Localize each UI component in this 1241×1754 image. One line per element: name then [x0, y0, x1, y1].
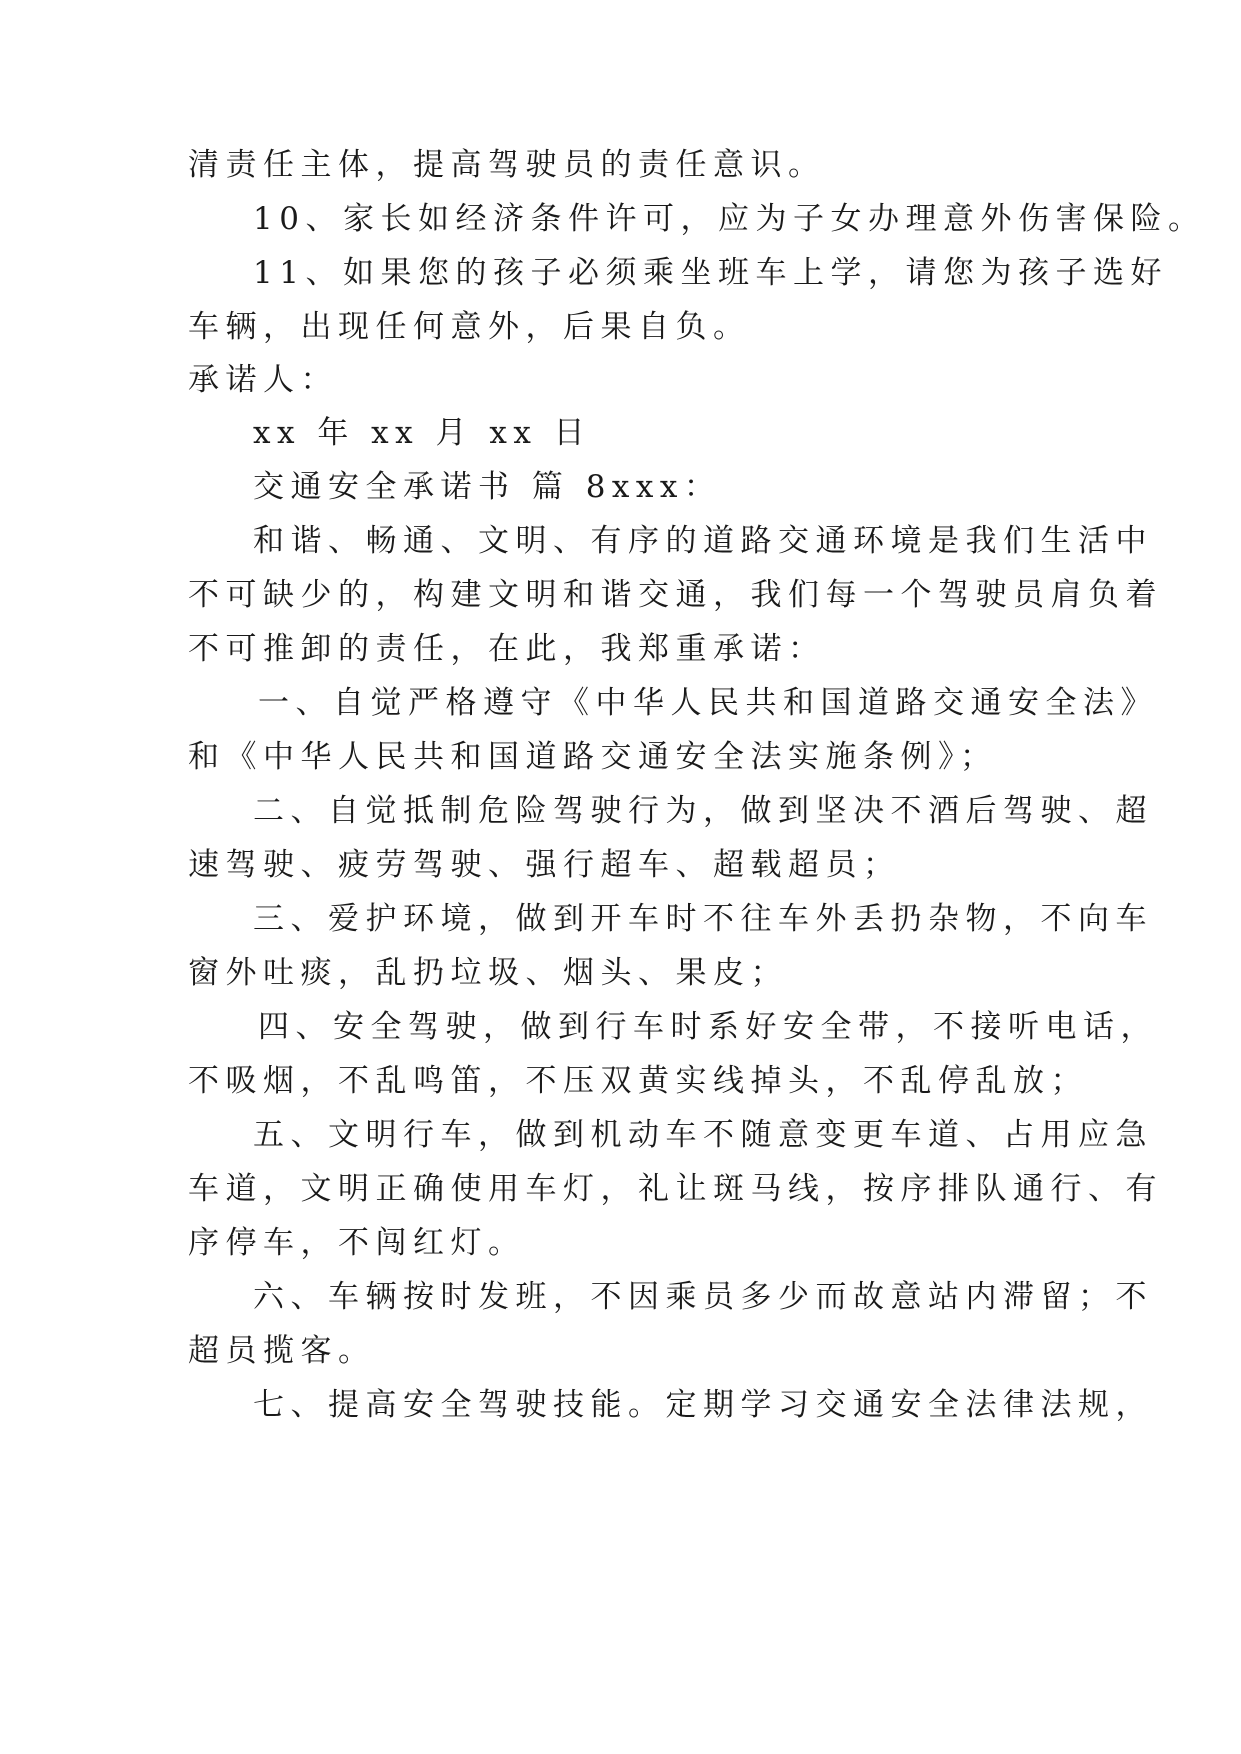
- text-line: 序停车，不闯红灯。: [188, 1225, 526, 1261]
- text-line: 不吸烟，不乱鸣笛，不压双黄实线掉头，不乱停乱放；: [188, 1063, 1088, 1099]
- text-line: 清责任主体，提高驾驶员的责任意识。: [188, 147, 826, 183]
- text-line: 和《中华人民共和国道路交通安全法实施条例》；: [188, 739, 998, 775]
- text-line: 不可推卸的责任，在此，我郑重承诺：: [188, 631, 826, 667]
- text-line: 五、文明行车，做到机动车不随意变更车道、占用应急: [253, 1117, 1153, 1153]
- text-line: 车道，文明正确使用车灯，礼让斑马线，按序排队通行、有: [188, 1171, 1163, 1207]
- text-line: 七、提高安全驾驶技能。定期学习交通安全法律法规，: [253, 1387, 1153, 1423]
- text-line: 六、车辆按时发班，不因乘员多少而故意站内滞留；不: [253, 1279, 1153, 1315]
- text-line: 车辆，出现任何意外，后果自负。: [188, 309, 751, 345]
- section-heading: 交通安全承诺书 篇 8xxx：: [253, 469, 722, 505]
- text-line: 三、爱护环境，做到开车时不往车外丢扔杂物，不向车: [253, 901, 1153, 937]
- text-line: 二、自觉抵制危险驾驶行为，做到坚决不酒后驾驶、超: [253, 793, 1153, 829]
- text-line: xx 年 xx 月 xx 日: [253, 415, 592, 451]
- text-line: 四、安全驾驶，做到行车时系好安全带，不接听电话，: [258, 1009, 1158, 1045]
- text-line: 承诺人：: [188, 362, 338, 398]
- text-line: 和谐、畅通、文明、有序的道路交通环境是我们生活中: [253, 523, 1153, 559]
- text-line: 一、自觉严格遵守《中华人民共和国道路交通安全法》: [258, 685, 1158, 721]
- text-line: 速驾驶、疲劳驾驶、强行超车、超载超员；: [188, 847, 901, 883]
- text-line: 11、如果您的孩子必须乘坐班车上学，请您为孩子选好: [253, 255, 1168, 291]
- text-line: 超员揽客。: [188, 1333, 376, 1369]
- text-line: 不可缺少的，构建文明和谐交通，我们每一个驾驶员肩负着: [188, 577, 1163, 613]
- text-line: 窗外吐痰，乱扔垃圾、烟头、果皮；: [188, 955, 788, 991]
- text-line: 10、家长如经济条件许可，应为子女办理意外伤害保险。: [253, 201, 1206, 237]
